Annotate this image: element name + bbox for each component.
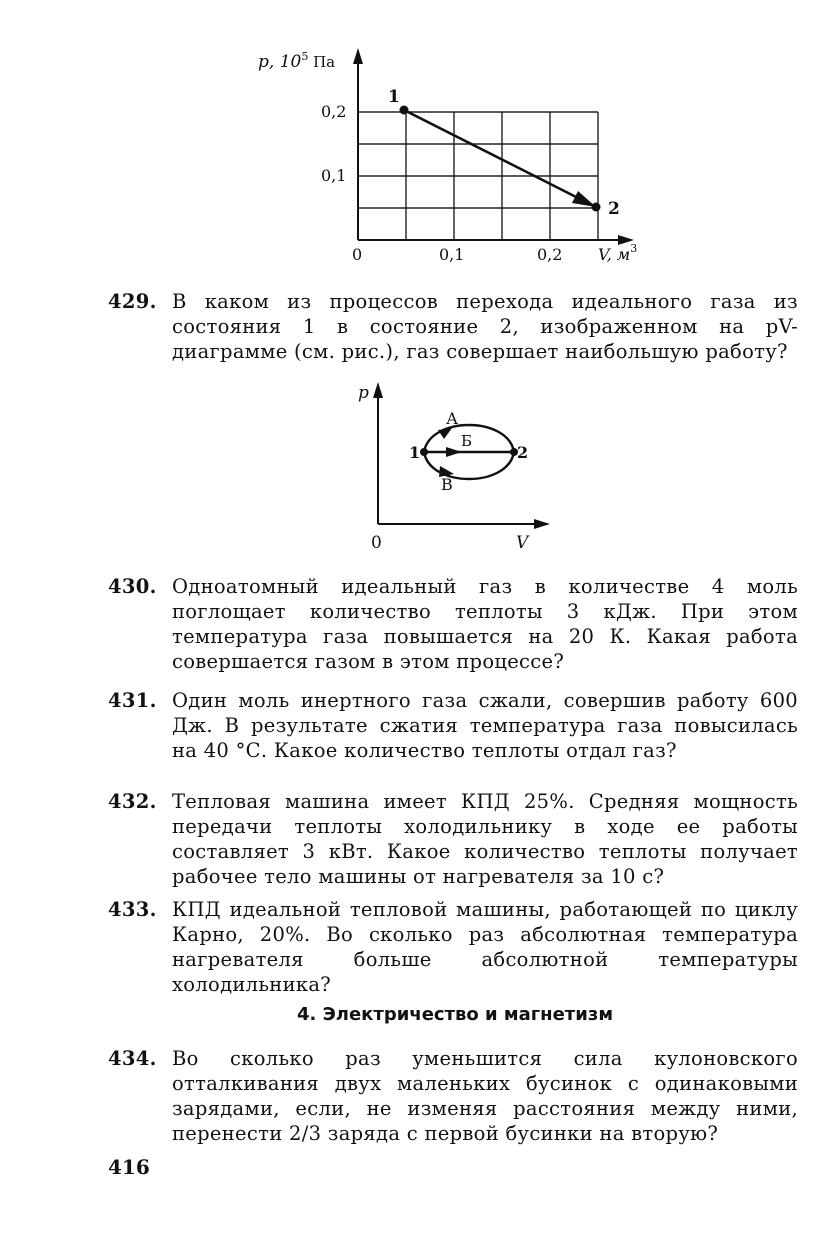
x-axis-label: V — [516, 533, 529, 553]
path-b-label: Б — [461, 432, 473, 450]
problem-432 — [108, 789, 798, 889]
problem-text: КПД идеальной тепловой машины, работающей по циклу Карно, 20%. Во сколько раз абсолютная температура нагревателя больше абсолютной температуры холодильника? — [172, 898, 798, 996]
x-axis-label: V, $м^3$ — [598, 242, 638, 264]
state-1-label: 1 — [409, 443, 421, 462]
origin-label: 0 — [371, 533, 382, 553]
state-point-1 — [420, 448, 428, 456]
problem-430 — [108, 574, 798, 674]
problem-number: 431. — [108, 689, 157, 712]
problem-number: 434. — [108, 1047, 157, 1070]
path-b-arrow-icon — [446, 447, 462, 457]
problem-number: 429. — [108, 290, 157, 313]
problem-text: В каком из процессов перехода идеального газа из состояния 1 в состояние 2, изображенном на pV-диаграмме (см. рис.), газ совершает наибольшую работу? — [172, 290, 798, 363]
path-a-label: А — [446, 409, 459, 428]
y-axis-label: p, $10^5$ Па — [258, 50, 336, 72]
problem-text: Одноатомный идеальный газ в количестве 4 моль поглощает количество теплоты 3 кДж. При этом температура газа повышается на 20 К. Какая работа совершается газом в этом процессе? — [172, 575, 798, 673]
pv-graph-figure — [0, 0, 820, 280]
path-a-arrow-icon — [438, 428, 452, 439]
section-title: 4. Электричество и магнетизм — [296, 1004, 614, 1025]
path-v-curve — [424, 452, 514, 479]
problem-434 — [108, 1046, 798, 1146]
point-2-label: 2 — [608, 199, 620, 219]
problem-text: Во сколько раз уменьшится сила кулоновского отталкивания двух маленьких бусинок с одинаковыми зарядами, если, не изменяя расстояния между ними, перенести 2/3 заряда с первой бусинки на вторую? — [172, 1047, 798, 1145]
y-axis-arrow-icon — [373, 382, 383, 398]
y-tick-01: 0,1 — [321, 166, 347, 185]
problem-433 — [108, 897, 798, 997]
x-tick-02: 0,2 — [537, 245, 563, 264]
process-line — [404, 110, 586, 202]
problem-429 — [108, 289, 798, 364]
grid — [358, 112, 598, 240]
problem-number: 430. — [108, 575, 157, 598]
x-tick-01: 0,1 — [439, 245, 465, 264]
x-axis-arrow-icon — [534, 519, 550, 529]
page-number: 416 — [108, 1155, 150, 1179]
origin-label: 0 — [352, 245, 363, 264]
y-axis-label: p — [358, 383, 369, 403]
problem-number: 432. — [108, 790, 157, 813]
problem-431 — [108, 688, 798, 763]
path-v-label: В — [441, 475, 453, 494]
problem-number: 433. — [108, 898, 157, 921]
state-2-label: 2 — [517, 443, 529, 462]
problem-text: Один моль инертного газа сжали, совершив работу 600 Дж. В результате сжатия температура газа повысилась на 40 °С. Какое количество теплоты отдал газ? — [172, 689, 798, 762]
three-paths-figure — [0, 370, 820, 560]
point-1-label: 1 — [388, 87, 400, 107]
state-point-2 — [592, 203, 601, 212]
y-tick-02: 0,2 — [321, 102, 347, 121]
state-point-1 — [400, 106, 409, 115]
problem-text: Тепловая машина имеет КПД 25%. Средняя мощность передачи теплоты холодильнику в ходе ее работы составляет 3 кВт. Какое количество теплоты получает рабочее тело машины от нагревателя за 10 с? — [172, 790, 798, 888]
y-axis-arrow-icon — [353, 48, 363, 64]
